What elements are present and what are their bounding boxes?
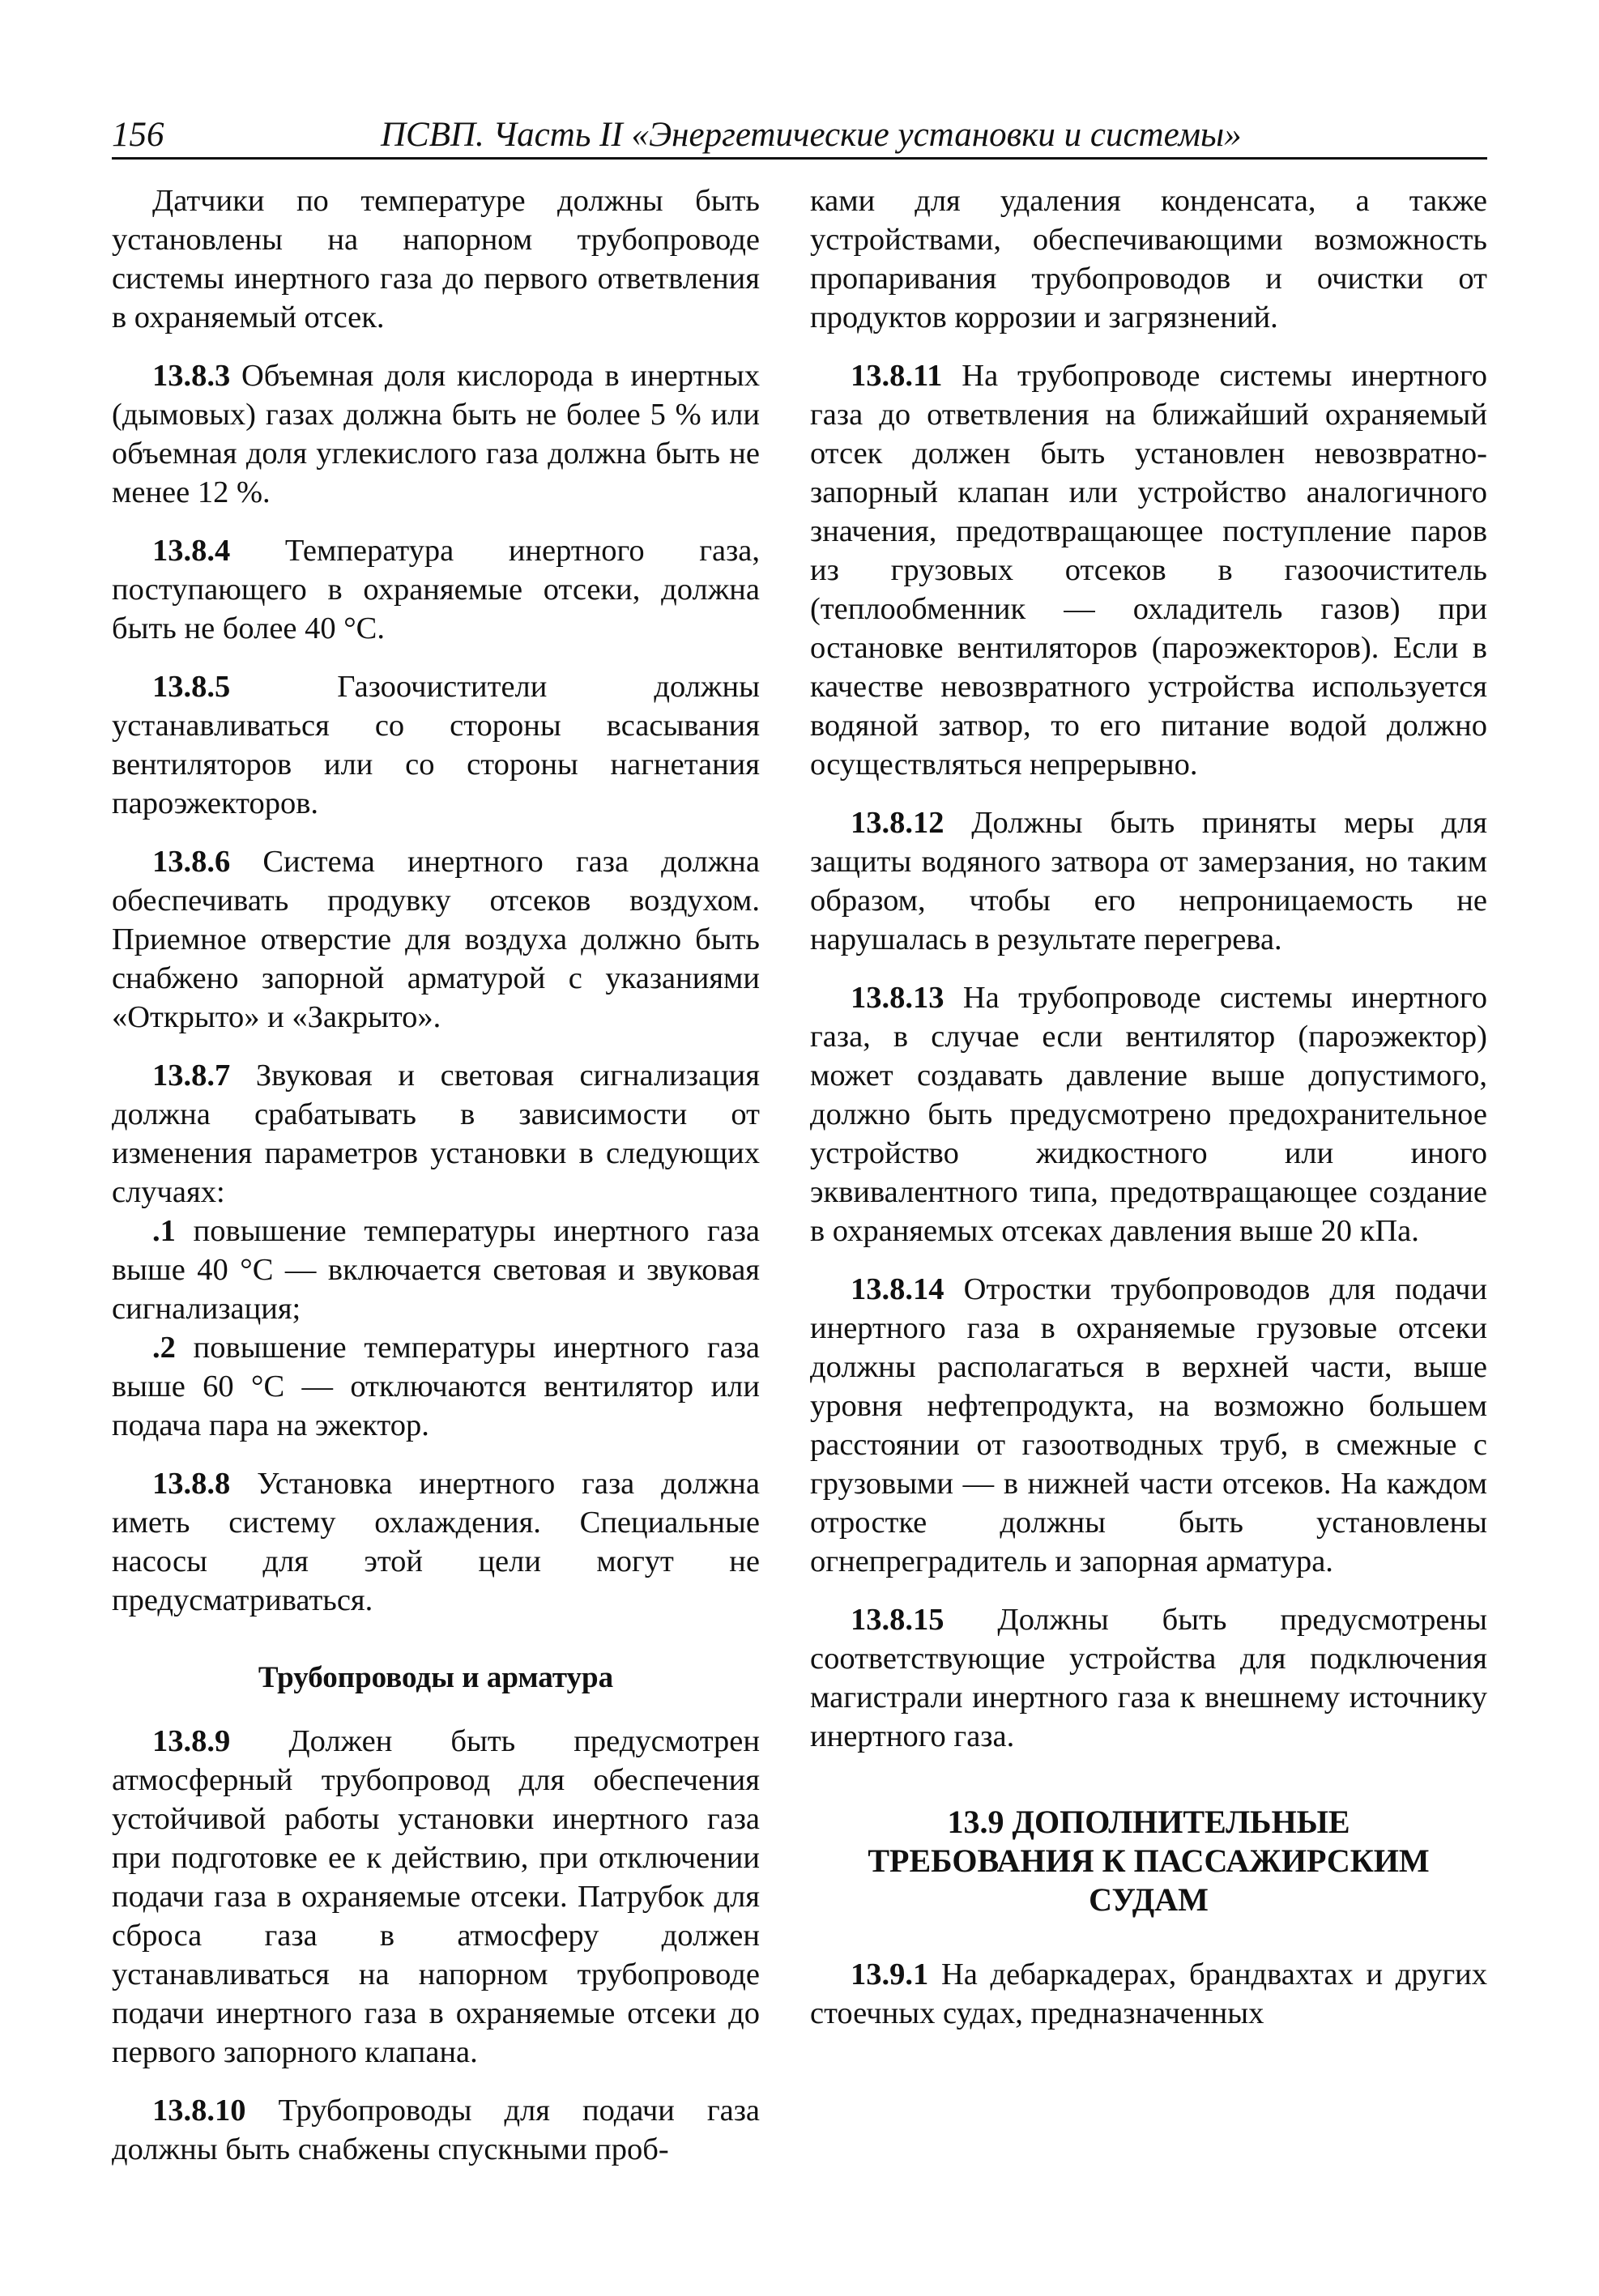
item-number: .1 (152, 1214, 176, 1248)
clause-text: Трубопроводы для подачи газа должны быть снабжены спускными проб- (112, 2094, 760, 2166)
clause-text: На дебаркадерах, брандвахтах и других стоечных судах, предназначенных (810, 1957, 1487, 2030)
clause-text: Должны быть предусмотрены соответствующие устройства для подключения магистрали инертного газа к внешнему источнику инертного газа. (810, 1603, 1487, 1753)
paragraph-13-8-11 (810, 356, 1487, 784)
section-heading-line: СУДАМ (1089, 1881, 1209, 1918)
clause-text: Газоочистители должны устанавливаться со стороны всасывания вентиляторов или со стороны нагнетания пароэжекторов. (112, 670, 760, 820)
running-title: ПСВП. Часть II «Энергетические установки и системы» (381, 116, 1242, 154)
clause-number: 13.8.3 (152, 359, 231, 393)
item-text: повышение температуры инертного газа выше 60 °С — отключаются вентилятор или подача пара на эжектор. (112, 1331, 760, 1442)
page-number: 156 (112, 116, 164, 154)
clause-text: На трубопроводе системы инертного газа, в случае если вентилятор (пароэжектор) может создавать давление выше допустимого, должно быть предусмотрено предохранительное устройство жидкостного или иного эквивалентного типа, предотвращающее создание в охраняемых отсеках давления выше 20 кПа. (810, 981, 1487, 1248)
clause-text: На трубопроводе системы инертного газа до ответвления на ближайший охраняемый отсек должен быть установлен невозвратно-запорный клапан или устройство аналогичного значения, предотвращающее поступление паров из грузовых отсеков в газоочиститель (теплообменник — охладитель газов) при остановке вентиляторов (пароэжекторов). Если в качестве невозвратного устройства используется водяной затвор, то его питание водой должно осуществляться непрерывно. (810, 359, 1487, 782)
section-heading-13-9 (810, 1803, 1487, 1919)
clause-number: 13.9.1 (851, 1957, 929, 1991)
paragraph-13-8-7 (112, 1056, 760, 1212)
paragraph-continued: ками для удаления конденсата, а также устройствами, обеспечивающими возможность пропаривания трубопроводов и очистки от продуктов коррозии и загрязнений. (810, 184, 1487, 334)
clause-number: 13.8.11 (851, 359, 943, 393)
paragraph-13-8-8 (112, 1464, 760, 1620)
clause-number: 13.8.6 (152, 845, 231, 879)
paragraph-13-8-14 (810, 1270, 1487, 1581)
clause-number: 13.8.7 (152, 1059, 231, 1093)
paragraph-13-8-5 (112, 667, 760, 823)
clause-number: 13.8.14 (851, 1272, 944, 1306)
paragraph-13-8-13 (810, 978, 1487, 1250)
paragraph-13-8-10 (112, 2091, 760, 2169)
paragraph-13-9-1 (810, 1955, 1487, 2033)
paragraph-13-8-4 (112, 531, 760, 648)
clause-text: Система инертного газа должна обеспечивать продувку отсеков воздухом. Приемное отверстие для воздуха должно быть снабжено запорной арматурой с указаниями «Открыто» и «Закрыто». (112, 845, 760, 1034)
left-column (112, 181, 760, 2188)
clause-number: 13.8.12 (851, 806, 944, 840)
clause-number: 13.8.13 (851, 981, 944, 1015)
clause-text: Должны быть приняты меры для защиты водяного затвора от замерзания, но таким образом, чтобы его непроницаемость не нарушалась в результате перегрева. (810, 806, 1487, 956)
list-item-1 (112, 1212, 760, 1328)
right-column (810, 181, 1487, 2052)
paragraph-13-8-12 (810, 803, 1487, 959)
paragraph-13-8-6 (112, 842, 760, 1037)
section-heading-line: ТРЕБОВАНИЯ К ПАССАЖИРСКИМ (868, 1842, 1430, 1879)
clause-number: 13.8.9 (152, 1724, 231, 1758)
clause-number: 13.8.4 (152, 534, 231, 568)
clause-text: Установка инертного газа должна иметь систему охлаждения. Специальные насосы для этой цели могут не предусматриваться. (112, 1467, 760, 1617)
clause-number: 13.8.10 (152, 2094, 246, 2128)
clause-number: 13.8.8 (152, 1467, 231, 1501)
paragraph-13-8-3 (112, 356, 760, 512)
clause-text: Отростки трубопроводов для подачи инертного газа в охраняемые грузовые отсеки должны располагаться в верхней части, выше уровня нефтепродукта, на возможно большем расстоянии от газоотводных труб, в смежные с грузовыми — в нижней части отсеков. На каждом отростке должны быть установлены огнепреградитель и запорная арматура. (810, 1272, 1487, 1578)
page-header (112, 113, 1487, 160)
clause-number: 13.8.15 (851, 1603, 944, 1637)
clause-text: Объемная доля кислорода в инертных (дымовых) газах должна быть не более 5 % или объемная доля углекислого газа должна быть не менее 12 %. (112, 359, 760, 509)
clause-text: Должен быть предусмотрен атмосферный трубопровод для обеспечения устойчивой работы установки инертного газа при подготовке ее к действию, при отключении подачи газа в охраняемые отсеки. Патрубок для сброса газа в атмосферу должен устанавливаться на напорном трубопроводе подачи инертного газа в охраняемые отсеки до первого запорного клапана. (112, 1724, 760, 2069)
paragraph-13-8-15 (810, 1600, 1487, 1756)
subheading-pipelines: Трубопроводы и арматура (258, 1661, 614, 1694)
list-item-2 (112, 1328, 760, 1445)
item-number: .2 (152, 1331, 176, 1365)
clause-text: Звуковая и световая сигнализация должна срабатывать в зависимости от изменения параметров установки в следующих случаях: (112, 1059, 760, 1209)
paragraph-13-8-9 (112, 1722, 760, 2072)
clause-number: 13.8.5 (152, 670, 231, 704)
clause-text: Температура инертного газа, поступающего в охраняемые отсеки, должна быть не более 40 °С. (112, 534, 760, 645)
section-heading-line: 13.9 ДОПОЛНИТЕЛЬНЫЕ (947, 1804, 1350, 1840)
item-text: повышение температуры инертного газа выше 40 °С — включается световая и звуковая сигнализация; (112, 1214, 760, 1326)
paragraph-intro: Датчики по температуре должны быть установлены на напорном трубопроводе системы инертного газа до первого ответвления в охраняемый отсек. (112, 184, 760, 334)
